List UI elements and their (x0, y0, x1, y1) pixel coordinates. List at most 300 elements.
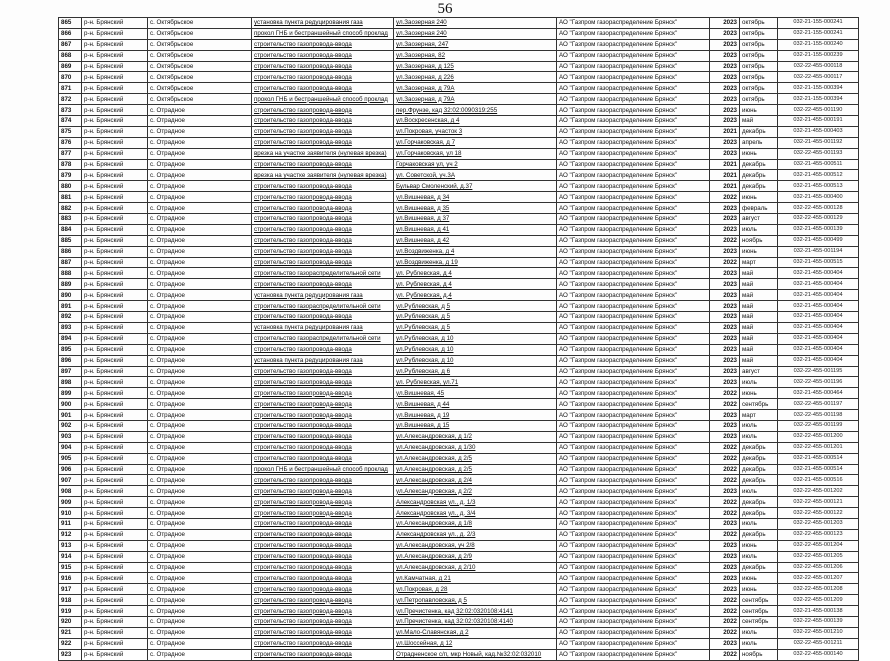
work-type-cell-text: прокол ГНБ и бестраншейный способ проклад (254, 30, 388, 38)
table-row (59, 562, 859, 573)
settlement-cell-text: с. Октябрьское (150, 19, 194, 27)
year-cell-text: 2023 (723, 139, 737, 147)
address-cell (394, 301, 557, 312)
row-number-text: 870 (61, 73, 72, 81)
month-cell (740, 627, 778, 638)
work-type-cell (252, 355, 394, 366)
row-number (59, 170, 82, 181)
row-number-text: 873 (61, 106, 72, 114)
row-number-text: 913 (61, 542, 72, 550)
row-number (59, 562, 82, 573)
month-cell-text: май (742, 324, 754, 332)
settlement-cell (148, 355, 252, 366)
settlement-cell (148, 214, 252, 225)
table-row (59, 344, 859, 355)
row-number-text: 904 (61, 444, 72, 452)
code-cell (778, 105, 859, 116)
code-cell-text: 032-21-455-000514 (793, 455, 843, 462)
work-type-cell-text: строительство газопровода-ввода (254, 204, 352, 212)
year-cell-text: 2023 (723, 215, 737, 223)
work-type-cell-text: строительство газопровода-ввода (254, 520, 352, 528)
district-cell (82, 72, 148, 83)
district-cell (82, 94, 148, 105)
work-type-cell-text: строительство газопровода-ввода (254, 400, 352, 408)
code-cell (778, 464, 859, 475)
row-number-text: 915 (61, 563, 72, 571)
settlement-cell-text: с. Отрадное (150, 476, 185, 484)
row-number-text: 898 (61, 378, 72, 386)
table-row (59, 388, 859, 399)
settlement-cell (148, 573, 252, 584)
address-cell-text: Александровская ул., д. 2/3 (396, 531, 476, 539)
month-cell-text: июль (742, 487, 757, 495)
address-cell-text: ул.Александровская, д 2/4 (396, 476, 473, 484)
row-number-text: 882 (61, 204, 72, 212)
organization-cell-text: АО "Газпром газораспределение Брянск" (559, 150, 678, 158)
settlement-cell (148, 290, 252, 301)
year-cell-text: 2022 (723, 237, 737, 245)
work-type-cell (252, 627, 394, 638)
district-cell-text: р-н. Брянский (84, 248, 124, 256)
settlement-cell (148, 159, 252, 170)
organization-cell-text: АО "Газпром газораспределение Брянск" (559, 193, 678, 201)
settlement-cell (148, 72, 252, 83)
work-type-cell-text: строительство газопровода-ввода (254, 433, 352, 441)
settlement-cell-text: с. Отрадное (150, 553, 185, 561)
settlement-cell-text: с. Отрадное (150, 651, 185, 659)
year-cell (710, 170, 740, 181)
month-cell (740, 268, 778, 279)
code-cell (778, 529, 859, 540)
code-cell-text: 032-21-455-000404 (793, 346, 843, 353)
month-cell-text: октябрь (742, 84, 765, 92)
organization-cell (557, 475, 710, 486)
address-cell-text: ул.Заозерная, д 79А (396, 84, 455, 92)
address-cell (394, 18, 557, 29)
organization-cell (557, 377, 710, 388)
work-type-cell (252, 475, 394, 486)
work-type-cell-text: строительство газопровода-ввода (254, 193, 352, 201)
organization-cell-text: АО "Газпром газораспределение Брянск" (559, 433, 678, 441)
work-type-cell-text: строительство газопровода-ввода (254, 553, 352, 561)
work-type-cell-text: установка пункта редуцирования газа (254, 291, 363, 299)
code-cell-text: 032-21-155-000394 (793, 95, 843, 102)
code-cell (778, 595, 859, 606)
settlement-cell (148, 616, 252, 627)
code-cell (778, 344, 859, 355)
code-cell-text: 032-21-455-000139 (793, 226, 843, 233)
year-cell (710, 497, 740, 508)
row-number-text: 910 (61, 509, 72, 517)
settlement-cell-text: с. Отрадное (150, 455, 185, 463)
work-type-cell-text: строительство газопровода-ввода (254, 444, 352, 452)
month-cell-text: июль (742, 226, 757, 234)
row-number (59, 322, 82, 333)
row-number-text: 922 (61, 640, 72, 648)
work-type-cell (252, 562, 394, 573)
address-cell-text: ул.Воскресенская, д 4 (396, 117, 460, 125)
table-row (59, 551, 859, 562)
month-cell-text: октябрь (742, 52, 765, 60)
objects-table (58, 17, 859, 661)
district-cell-text: р-н. Брянский (84, 465, 124, 473)
year-cell-text: 2022 (723, 531, 737, 539)
year-cell (710, 508, 740, 519)
district-cell (82, 388, 148, 399)
code-cell-text: 032-22-455-001204 (793, 542, 843, 549)
month-cell-text: октябрь (742, 19, 765, 27)
work-type-cell-text: строительство газопровода-ввода (254, 84, 352, 92)
district-cell (82, 497, 148, 508)
code-cell (778, 508, 859, 519)
code-cell-text: 032-21-155-000241 (793, 30, 843, 37)
code-cell (778, 170, 859, 181)
organization-cell-text: АО "Газпром газораспределение Брянск" (559, 651, 678, 659)
work-type-cell-text: строительство газопровода-ввода (254, 313, 352, 321)
settlement-cell-text: с. Отрадное (150, 618, 185, 626)
address-cell-text: ул.Александровская, д 2/10 (396, 563, 476, 571)
month-cell-text: сентябрь (742, 596, 769, 604)
code-cell (778, 126, 859, 137)
year-cell (710, 192, 740, 203)
month-cell-text: декабрь (742, 476, 766, 484)
code-cell-text: 032-21-155-000394 (793, 84, 843, 91)
work-type-cell-text: установка пункта редуцирования газа (254, 324, 363, 332)
address-cell-text: ул. Рублевская, д 4 (396, 269, 452, 277)
address-cell (394, 399, 557, 410)
row-number (59, 137, 82, 148)
district-cell (82, 224, 148, 235)
district-cell (82, 486, 148, 497)
settlement-cell (148, 399, 252, 410)
district-cell (82, 431, 148, 442)
organization-cell (557, 126, 710, 137)
address-cell-text: ул.Покровая, участок 3 (396, 128, 463, 136)
row-number (59, 28, 82, 39)
row-number-text: 906 (61, 465, 72, 473)
settlement-cell-text: с. Отрадное (150, 248, 185, 256)
settlement-cell (148, 192, 252, 203)
district-cell-text: р-н. Брянский (84, 291, 124, 299)
work-type-cell (252, 649, 394, 660)
organization-cell-text: АО "Газпром газораспределение Брянск" (559, 574, 678, 582)
settlement-cell-text: с. Октябрьское (150, 73, 194, 81)
address-cell (394, 61, 557, 72)
address-cell-text: ул.Рублевская, д 5 (396, 313, 451, 321)
row-number-text: 894 (61, 335, 72, 343)
address-cell (394, 464, 557, 475)
organization-cell-text: АО "Газпром газораспределение Брянск" (559, 171, 678, 179)
code-cell-text: 032-21-455-000499 (793, 237, 843, 244)
row-number (59, 377, 82, 388)
month-cell-text: июнь (742, 542, 757, 550)
year-cell (710, 105, 740, 116)
address-cell-text: ул.Александровская, д 2/2 (396, 487, 473, 495)
address-cell (394, 377, 557, 388)
organization-cell-text: АО "Газпром газораспределение Брянск" (559, 389, 678, 397)
organization-cell-text: АО "Газпром газораспределение Брянск" (559, 465, 678, 473)
code-cell (778, 420, 859, 431)
district-cell-text: р-н. Брянский (84, 607, 124, 615)
address-cell-text: ул.Заозерная 240 (396, 19, 447, 27)
settlement-cell (148, 312, 252, 323)
year-cell-text: 2021 (723, 182, 737, 190)
year-cell-text: 2023 (723, 52, 737, 60)
code-cell-text: 032-21-455-000514 (793, 465, 843, 472)
district-cell (82, 203, 148, 214)
address-cell-text: ул.Рублевская, д 10 (396, 335, 454, 343)
row-number-text: 895 (61, 346, 72, 354)
year-cell (710, 551, 740, 562)
year-cell-text: 2022 (723, 596, 737, 604)
year-cell-text: 2022 (723, 465, 737, 473)
code-cell (778, 540, 859, 551)
row-number (59, 464, 82, 475)
table-body (59, 18, 859, 661)
code-cell (778, 116, 859, 127)
work-type-cell (252, 573, 394, 584)
address-cell-text: ул.Горчаковская, ул 18 (396, 150, 462, 158)
settlement-cell-text: с. Отрадное (150, 585, 185, 593)
month-cell (740, 279, 778, 290)
row-number (59, 649, 82, 660)
work-type-cell (252, 181, 394, 192)
settlement-cell (148, 377, 252, 388)
settlement-cell-text: с. Отрадное (150, 302, 185, 310)
district-cell (82, 399, 148, 410)
month-cell (740, 453, 778, 464)
settlement-cell-text: с. Отрадное (150, 411, 185, 419)
code-cell-text: 032-22-455-000140 (793, 651, 843, 658)
organization-cell-text: АО "Газпром газораспределение Брянск" (559, 269, 678, 277)
month-cell-text: июнь (742, 389, 757, 397)
month-cell-text: июнь (742, 574, 757, 582)
settlement-cell (148, 420, 252, 431)
organization-cell (557, 388, 710, 399)
year-cell-text: 2023 (723, 269, 737, 277)
work-type-cell (252, 39, 394, 50)
table-row (59, 72, 859, 83)
address-cell (394, 649, 557, 660)
code-cell-text: 032-22-455-001195 (793, 367, 843, 374)
code-cell-text: 032-21-455-000138 (793, 607, 843, 614)
row-number-text: 876 (61, 139, 72, 147)
district-cell (82, 322, 148, 333)
row-number (59, 159, 82, 170)
organization-cell-text: АО "Газпром газораспределение Брянск" (559, 182, 678, 190)
organization-cell-text: АО "Газпром газораспределение Брянск" (559, 476, 678, 484)
settlement-cell-text: с. Отрадное (150, 465, 185, 473)
district-cell (82, 529, 148, 540)
settlement-cell (148, 649, 252, 660)
organization-cell (557, 333, 710, 344)
year-cell (710, 529, 740, 540)
row-number (59, 497, 82, 508)
settlement-cell-text: с. Октябрьское (150, 52, 194, 60)
organization-cell (557, 508, 710, 519)
district-cell (82, 344, 148, 355)
table-row (59, 508, 859, 519)
row-number (59, 290, 82, 301)
work-type-cell-text: прокол ГНБ и бестраншейный способ проклад (254, 465, 388, 473)
row-number (59, 573, 82, 584)
table-row (59, 475, 859, 486)
work-type-cell-text: строительство газопровода-ввода (254, 498, 352, 506)
year-cell-text: 2023 (723, 95, 737, 103)
year-cell (710, 203, 740, 214)
row-number (59, 344, 82, 355)
organization-cell (557, 246, 710, 257)
month-cell (740, 312, 778, 323)
district-cell-text: р-н. Брянский (84, 542, 124, 550)
work-type-cell (252, 508, 394, 519)
year-cell (710, 148, 740, 159)
settlement-cell-text: с. Октябрьское (150, 95, 194, 103)
work-type-cell-text: строительство газораспределительной сети (254, 335, 381, 343)
settlement-cell (148, 410, 252, 421)
year-cell (710, 39, 740, 50)
code-cell (778, 312, 859, 323)
work-type-cell-text: строительство газопровода-ввода (254, 378, 352, 386)
work-type-cell-text: строительство газопровода-ввода (254, 106, 352, 114)
table-row (59, 497, 859, 508)
month-cell (740, 181, 778, 192)
code-cell-text: 032-21-455-001194 (793, 248, 843, 255)
row-number-text: 923 (61, 651, 72, 659)
settlement-cell-text: с. Отрадное (150, 487, 185, 495)
address-cell (394, 606, 557, 617)
month-cell-text: октябрь (742, 95, 765, 103)
address-cell-text: ул.Пречистенка, кад 32:02:0320108:4141 (396, 607, 513, 615)
code-cell (778, 551, 859, 562)
work-type-cell (252, 301, 394, 312)
month-cell (740, 246, 778, 257)
organization-cell-text: АО "Газпром газораспределение Брянск" (559, 498, 678, 506)
address-cell-text: ул.Воздвиженка, д 19 (396, 259, 458, 267)
district-cell-text: р-н. Брянский (84, 400, 124, 408)
table-row (59, 83, 859, 94)
organization-cell (557, 268, 710, 279)
work-type-cell (252, 497, 394, 508)
code-cell (778, 268, 859, 279)
district-cell-text: р-н. Брянский (84, 367, 124, 375)
row-number-text: 914 (61, 553, 72, 561)
organization-cell (557, 464, 710, 475)
row-number-text: 916 (61, 574, 72, 582)
code-cell-text: 032-22-455-001203 (793, 520, 843, 527)
address-cell-text: ул. Рублевская, ул.71 (396, 378, 459, 386)
settlement-cell (148, 279, 252, 290)
work-type-cell (252, 214, 394, 225)
table-row (59, 39, 859, 50)
code-cell-text: 032-22-455-000128 (793, 204, 843, 211)
address-cell-text: ул.Вишневая, д 19 (396, 411, 450, 419)
settlement-cell (148, 137, 252, 148)
address-cell (394, 551, 557, 562)
address-cell (394, 595, 557, 606)
address-cell-text: ул.Шоссейная, д 12 (396, 640, 453, 648)
year-cell-text: 2023 (723, 84, 737, 92)
address-cell (394, 420, 557, 431)
work-type-cell (252, 246, 394, 257)
code-cell-text: 032-22-455-001209 (793, 596, 843, 603)
year-cell (710, 540, 740, 551)
year-cell-text: 2023 (723, 117, 737, 125)
month-cell (740, 192, 778, 203)
district-cell-text: р-н. Брянский (84, 302, 124, 310)
address-cell (394, 540, 557, 551)
district-cell (82, 366, 148, 377)
month-cell-text: май (742, 117, 754, 125)
organization-cell-text: АО "Газпром газораспределение Брянск" (559, 378, 678, 386)
work-type-cell (252, 105, 394, 116)
settlement-cell (148, 181, 252, 192)
organization-cell-text: АО "Газпром газораспределение Брянск" (559, 520, 678, 528)
organization-cell (557, 290, 710, 301)
settlement-cell (148, 518, 252, 529)
address-cell-text: ул.Рублевская, д 5 (396, 324, 451, 332)
row-number-text: 919 (61, 607, 72, 615)
district-cell-text: р-н. Брянский (84, 553, 124, 561)
settlement-cell-text: с. Отрадное (150, 367, 185, 375)
organization-cell-text: АО "Газпром газораспределение Брянск" (559, 640, 678, 648)
month-cell (740, 203, 778, 214)
work-type-cell-text: строительство газопровода-ввода (254, 182, 352, 190)
month-cell-text: июль (742, 378, 757, 386)
organization-cell (557, 529, 710, 540)
district-cell-text: р-н. Брянский (84, 563, 124, 571)
district-cell-text: р-н. Брянский (84, 193, 124, 201)
code-cell-text: 032-22-455-001196 (793, 378, 843, 385)
settlement-cell-text: с. Отрадное (150, 226, 185, 234)
settlement-cell-text: с. Отрадное (150, 237, 185, 245)
code-cell-text: 032-21-455-000404 (793, 335, 843, 342)
work-type-cell (252, 333, 394, 344)
address-cell-text: Бульвар Смоленский, д.37 (396, 182, 473, 190)
district-cell-text: р-н. Брянский (84, 629, 124, 637)
settlement-cell-text: с. Отрадное (150, 324, 185, 332)
month-cell (740, 28, 778, 39)
organization-cell-text: АО "Газпром газораспределение Брянск" (559, 357, 678, 365)
month-cell (740, 322, 778, 333)
code-cell (778, 214, 859, 225)
year-cell-text: 2022 (723, 509, 737, 517)
address-cell (394, 268, 557, 279)
organization-cell (557, 192, 710, 203)
month-cell-text: октябрь (742, 73, 765, 81)
month-cell (740, 388, 778, 399)
month-cell-text: сентябрь (742, 400, 769, 408)
code-cell-text: 032-22-455-000139 (793, 618, 843, 625)
address-cell-text: ул.Александровская, д 2/5 (396, 455, 473, 463)
code-cell (778, 518, 859, 529)
month-cell (740, 18, 778, 29)
month-cell-text: сентябрь (742, 607, 769, 615)
row-number-text: 881 (61, 193, 72, 201)
address-cell-text: ул.Александровская, д 2/9 (396, 553, 473, 561)
district-cell-text: р-н. Брянский (84, 269, 124, 277)
code-cell (778, 627, 859, 638)
organization-cell-text: АО "Газпром газораспределение Брянск" (559, 487, 678, 495)
code-cell (778, 616, 859, 627)
table-row (59, 355, 859, 366)
code-cell-text: 032-22-455-001193 (793, 150, 843, 157)
work-type-cell (252, 616, 394, 627)
address-cell (394, 475, 557, 486)
organization-cell-text: АО "Газпром газораспределение Брянск" (559, 30, 678, 38)
month-cell-text: декабрь (742, 563, 766, 571)
row-number-text: 900 (61, 400, 72, 408)
